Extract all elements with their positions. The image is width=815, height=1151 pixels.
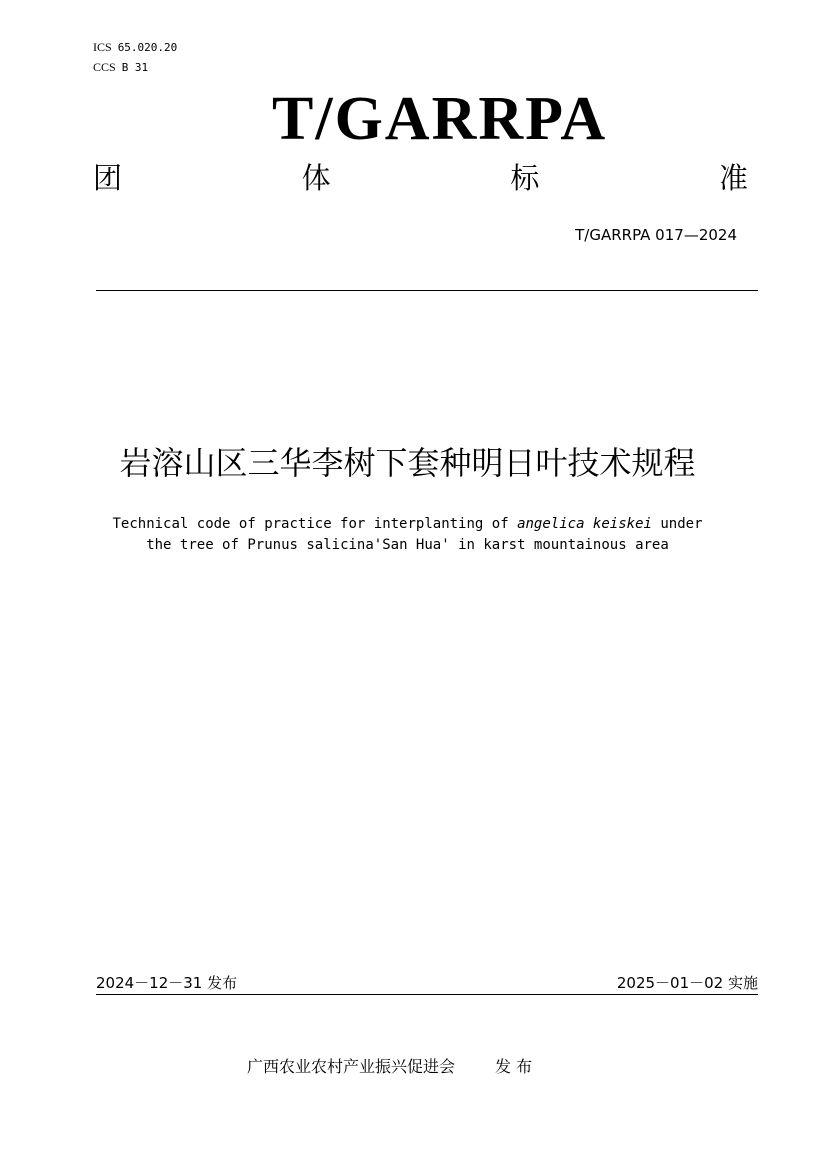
publish-date: 2024－12－31 发布	[96, 974, 238, 992]
ics-label: ICS	[93, 40, 112, 54]
publish-action: 发 布	[495, 1057, 533, 1076]
implement-date: 2025－01－02 实施	[616, 974, 758, 992]
kind-char: 准	[718, 161, 748, 195]
ccs-code	[93, 60, 148, 75]
ccs-label: CCS	[93, 60, 116, 74]
publisher-name: 广西农业农村产业振兴促进会	[247, 1057, 456, 1076]
standard-number: T/GARRPA 017—2024	[575, 226, 737, 244]
standard-kind	[93, 158, 748, 198]
brand-logo-text: T/GARRPA	[272, 85, 608, 153]
english-title	[0, 514, 815, 556]
english-title-line-1: Technical code of practice for interplanting of angelica keiskei under	[112, 516, 703, 532]
ccs-value: B 31	[121, 61, 149, 74]
top-divider	[96, 290, 758, 291]
chinese-title: 岩溶山区三华李树下套种明日叶技术规程	[119, 444, 696, 482]
ics-code	[93, 40, 177, 55]
ics-value: 65.020.20	[117, 41, 178, 54]
kind-char: 团	[93, 161, 123, 195]
kind-char: 体	[301, 161, 331, 195]
publisher-line	[247, 1054, 532, 1077]
english-title-line-2: the tree of Prunus salicina'San Hua' in karst mountainous area	[146, 537, 669, 553]
species-name: angelica keiskei	[517, 516, 652, 532]
bottom-divider	[96, 994, 758, 995]
kind-char: 标	[510, 161, 540, 195]
